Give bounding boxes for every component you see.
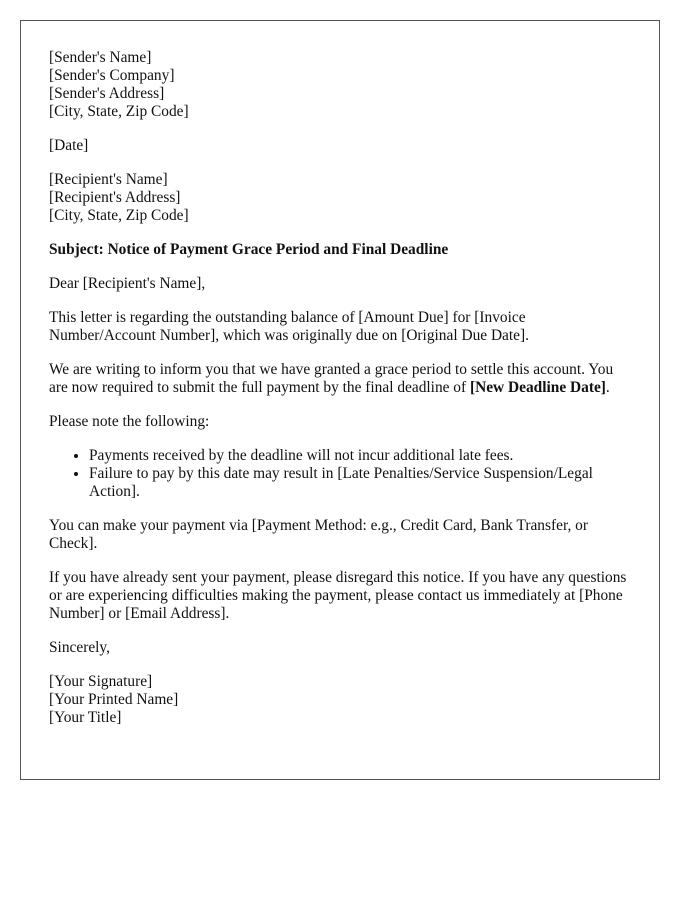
signature: [Your Signature] — [49, 673, 153, 690]
paragraph-balance: This letter is regarding the outstanding balance of [Amount Due] for [Invoice Number/Account Number], which was originally due on [Original Due Date]. — [49, 309, 529, 344]
new-deadline-date: [New Deadline Date] — [469, 379, 606, 396]
sender-company: [Sender's Company] — [49, 67, 175, 84]
note-intro: Please note the following: — [49, 413, 210, 430]
list-item: • Payments received by the deadline will not incur additional late fees. — [89, 447, 631, 465]
sender-name: [Sender's Name] — [49, 49, 152, 66]
list-item: • Failure to pay by this date may result in [Late Penalties/Service Suspension/Legal Action]. — [89, 465, 631, 501]
sender-city: [City, State, Zip Code] — [49, 103, 189, 120]
date-block — [49, 137, 631, 155]
printed-name: [Your Printed Name] — [49, 691, 179, 708]
notes-list — [49, 447, 631, 501]
subject-line: Subject: Notice of Payment Grace Period and Final Deadline — [49, 241, 449, 258]
signature-block — [49, 673, 631, 727]
grace-period-end: . — [605, 379, 610, 396]
grace-period-text: We are writing to inform you that we have granted a grace period to settle this account. You are now required to submit the full payment by the final deadline of — [49, 361, 614, 396]
closing: Sincerely, — [49, 639, 110, 656]
paragraph-payment-method: You can make your payment via [Payment Method: e.g., Credit Card, Bank Transfer, or Check]. — [49, 517, 588, 552]
letter-date: [Date] — [49, 137, 89, 154]
recipient-city: [City, State, Zip Code] — [49, 207, 189, 224]
recipient-name: [Recipient's Name] — [49, 171, 168, 188]
recipient-address: [Recipient's Address] — [49, 189, 181, 206]
letter — [20, 20, 660, 780]
greeting: Dear [Recipient's Name], — [49, 275, 206, 292]
signer-title: [Your Title] — [49, 709, 122, 726]
sender-address: [Sender's Address] — [49, 85, 165, 102]
paragraph-grace-period — [49, 361, 631, 397]
recipient-block — [49, 171, 631, 225]
sender-block — [49, 49, 631, 121]
paragraph-contact: If you have already sent your payment, please disregard this notice. If you have any questions or are experiencing difficulties making the payment, please contact us immediately at [Phone Number] or [Email Address]. — [49, 569, 627, 622]
